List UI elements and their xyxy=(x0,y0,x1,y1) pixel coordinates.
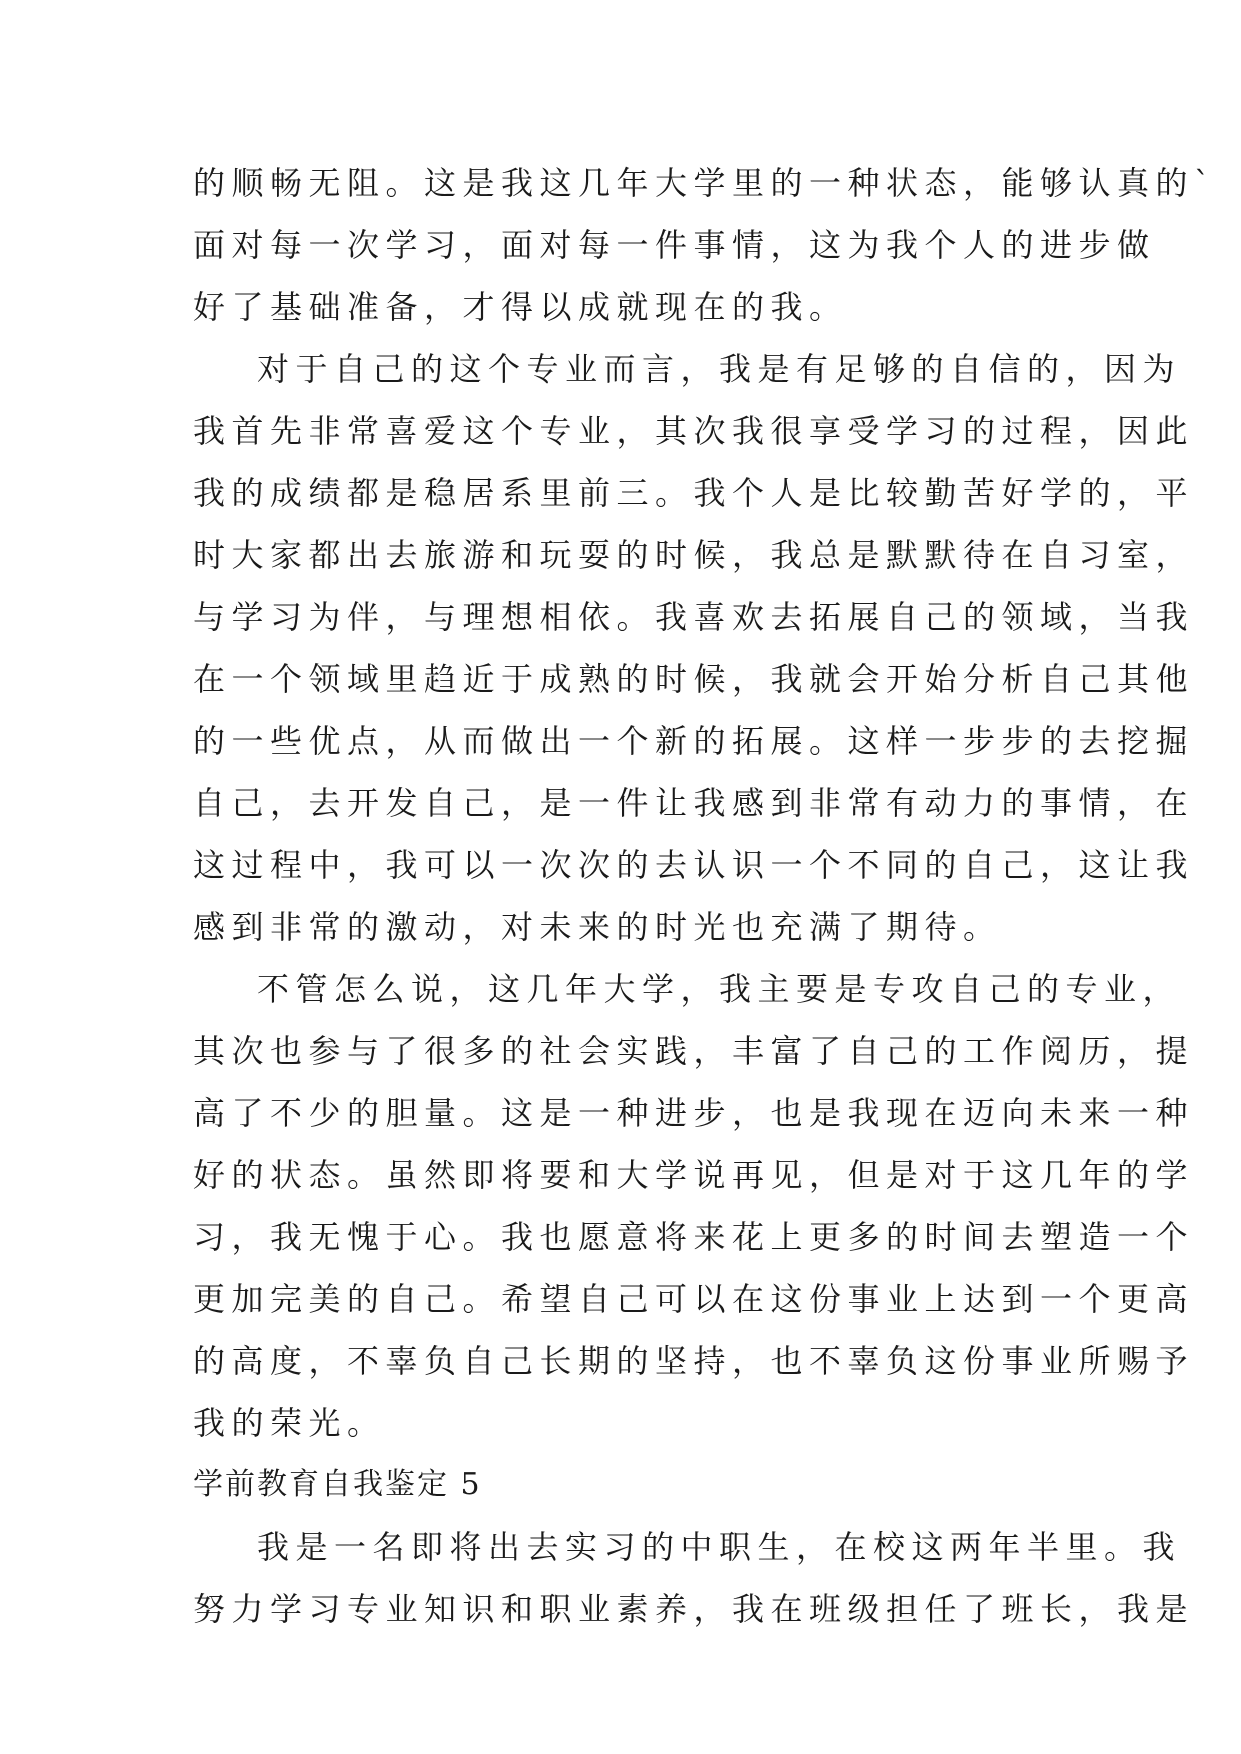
paragraph-line: 感到非常的激动，对未来的时光也充满了期待。 xyxy=(193,908,1002,946)
paragraph-line: 在一个领域里趋近于成熟的时候，我就会开始分析自己其他 xyxy=(193,660,1195,698)
paragraph-line: 我是一名即将出去实习的中职生，在校这两年半里。我 xyxy=(257,1528,1182,1566)
paragraph-3 xyxy=(193,958,1195,1454)
paragraph-line: 这过程中，我可以一次次的去认识一个不同的自己，这让我 xyxy=(193,846,1195,884)
paragraph-line: 的高度，不辜负自己长期的坚持，也不辜负这份事业所赐予 xyxy=(193,1342,1195,1380)
document-body xyxy=(193,152,1217,1640)
paragraph-4 xyxy=(193,1516,1195,1640)
paragraph-line: 对于自己的这个专业而言，我是有足够的自信的，因为 xyxy=(257,350,1182,388)
paragraph-line: 好的状态。虽然即将要和大学说再见，但是对于这几年的学 xyxy=(193,1156,1195,1194)
paragraph-line: 我的荣光。 xyxy=(193,1404,386,1442)
paragraph-line: 好了基础准备，才得以成就现在的我。 xyxy=(193,288,848,326)
paragraph-line: 的一些优点，从而做出一个新的拓展。这样一步步的去挖掘 xyxy=(193,722,1195,760)
paragraph-line: 习，我无愧于心。我也愿意将来花上更多的时间去塑造一个 xyxy=(193,1218,1195,1256)
paragraph-line: 不管怎么说，这几年大学，我主要是专攻自己的专业， xyxy=(257,970,1182,1008)
paragraph-line: 努力学习专业知识和职业素养，我在班级担任了班长，我是 xyxy=(193,1590,1195,1628)
paragraph-line: 其次也参与了很多的社会实践，丰富了自己的工作阅历，提 xyxy=(193,1032,1195,1070)
paragraph-line: 面对每一次学习，面对每一件事情，这为我个人的进步做 xyxy=(193,226,1156,264)
paragraph-2 xyxy=(193,338,1195,958)
paragraph-line: 时大家都出去旅游和玩耍的时候，我总是默默待在自习室， xyxy=(193,536,1195,574)
section-heading xyxy=(193,1454,1063,1516)
paragraph-line: 我的成绩都是稳居系里前三。我个人是比较勤苦好学的，平 xyxy=(193,474,1195,512)
paragraph-1 xyxy=(193,152,1217,338)
section-heading-text: 学前教育自我鉴定 5 xyxy=(193,1467,482,1502)
paragraph-line: 更加完美的自己。希望自己可以在这份事业上达到一个更高 xyxy=(193,1280,1195,1318)
paragraph-line: 自己，去开发自己，是一件让我感到非常有动力的事情，在 xyxy=(193,784,1195,822)
paragraph-line: 与学习为伴，与理想相依。我喜欢去拓展自己的领域，当我 xyxy=(193,598,1195,636)
paragraph-line: 高了不少的胆量。这是一种进步，也是我现在迈向未来一种 xyxy=(193,1094,1195,1132)
paragraph-line: 我首先非常喜爱这个专业，其次我很享受学习的过程，因此 xyxy=(193,412,1195,450)
paragraph-line: 的顺畅无阻。这是我这几年大学里的一种状态，能够认真的` xyxy=(193,164,1217,202)
